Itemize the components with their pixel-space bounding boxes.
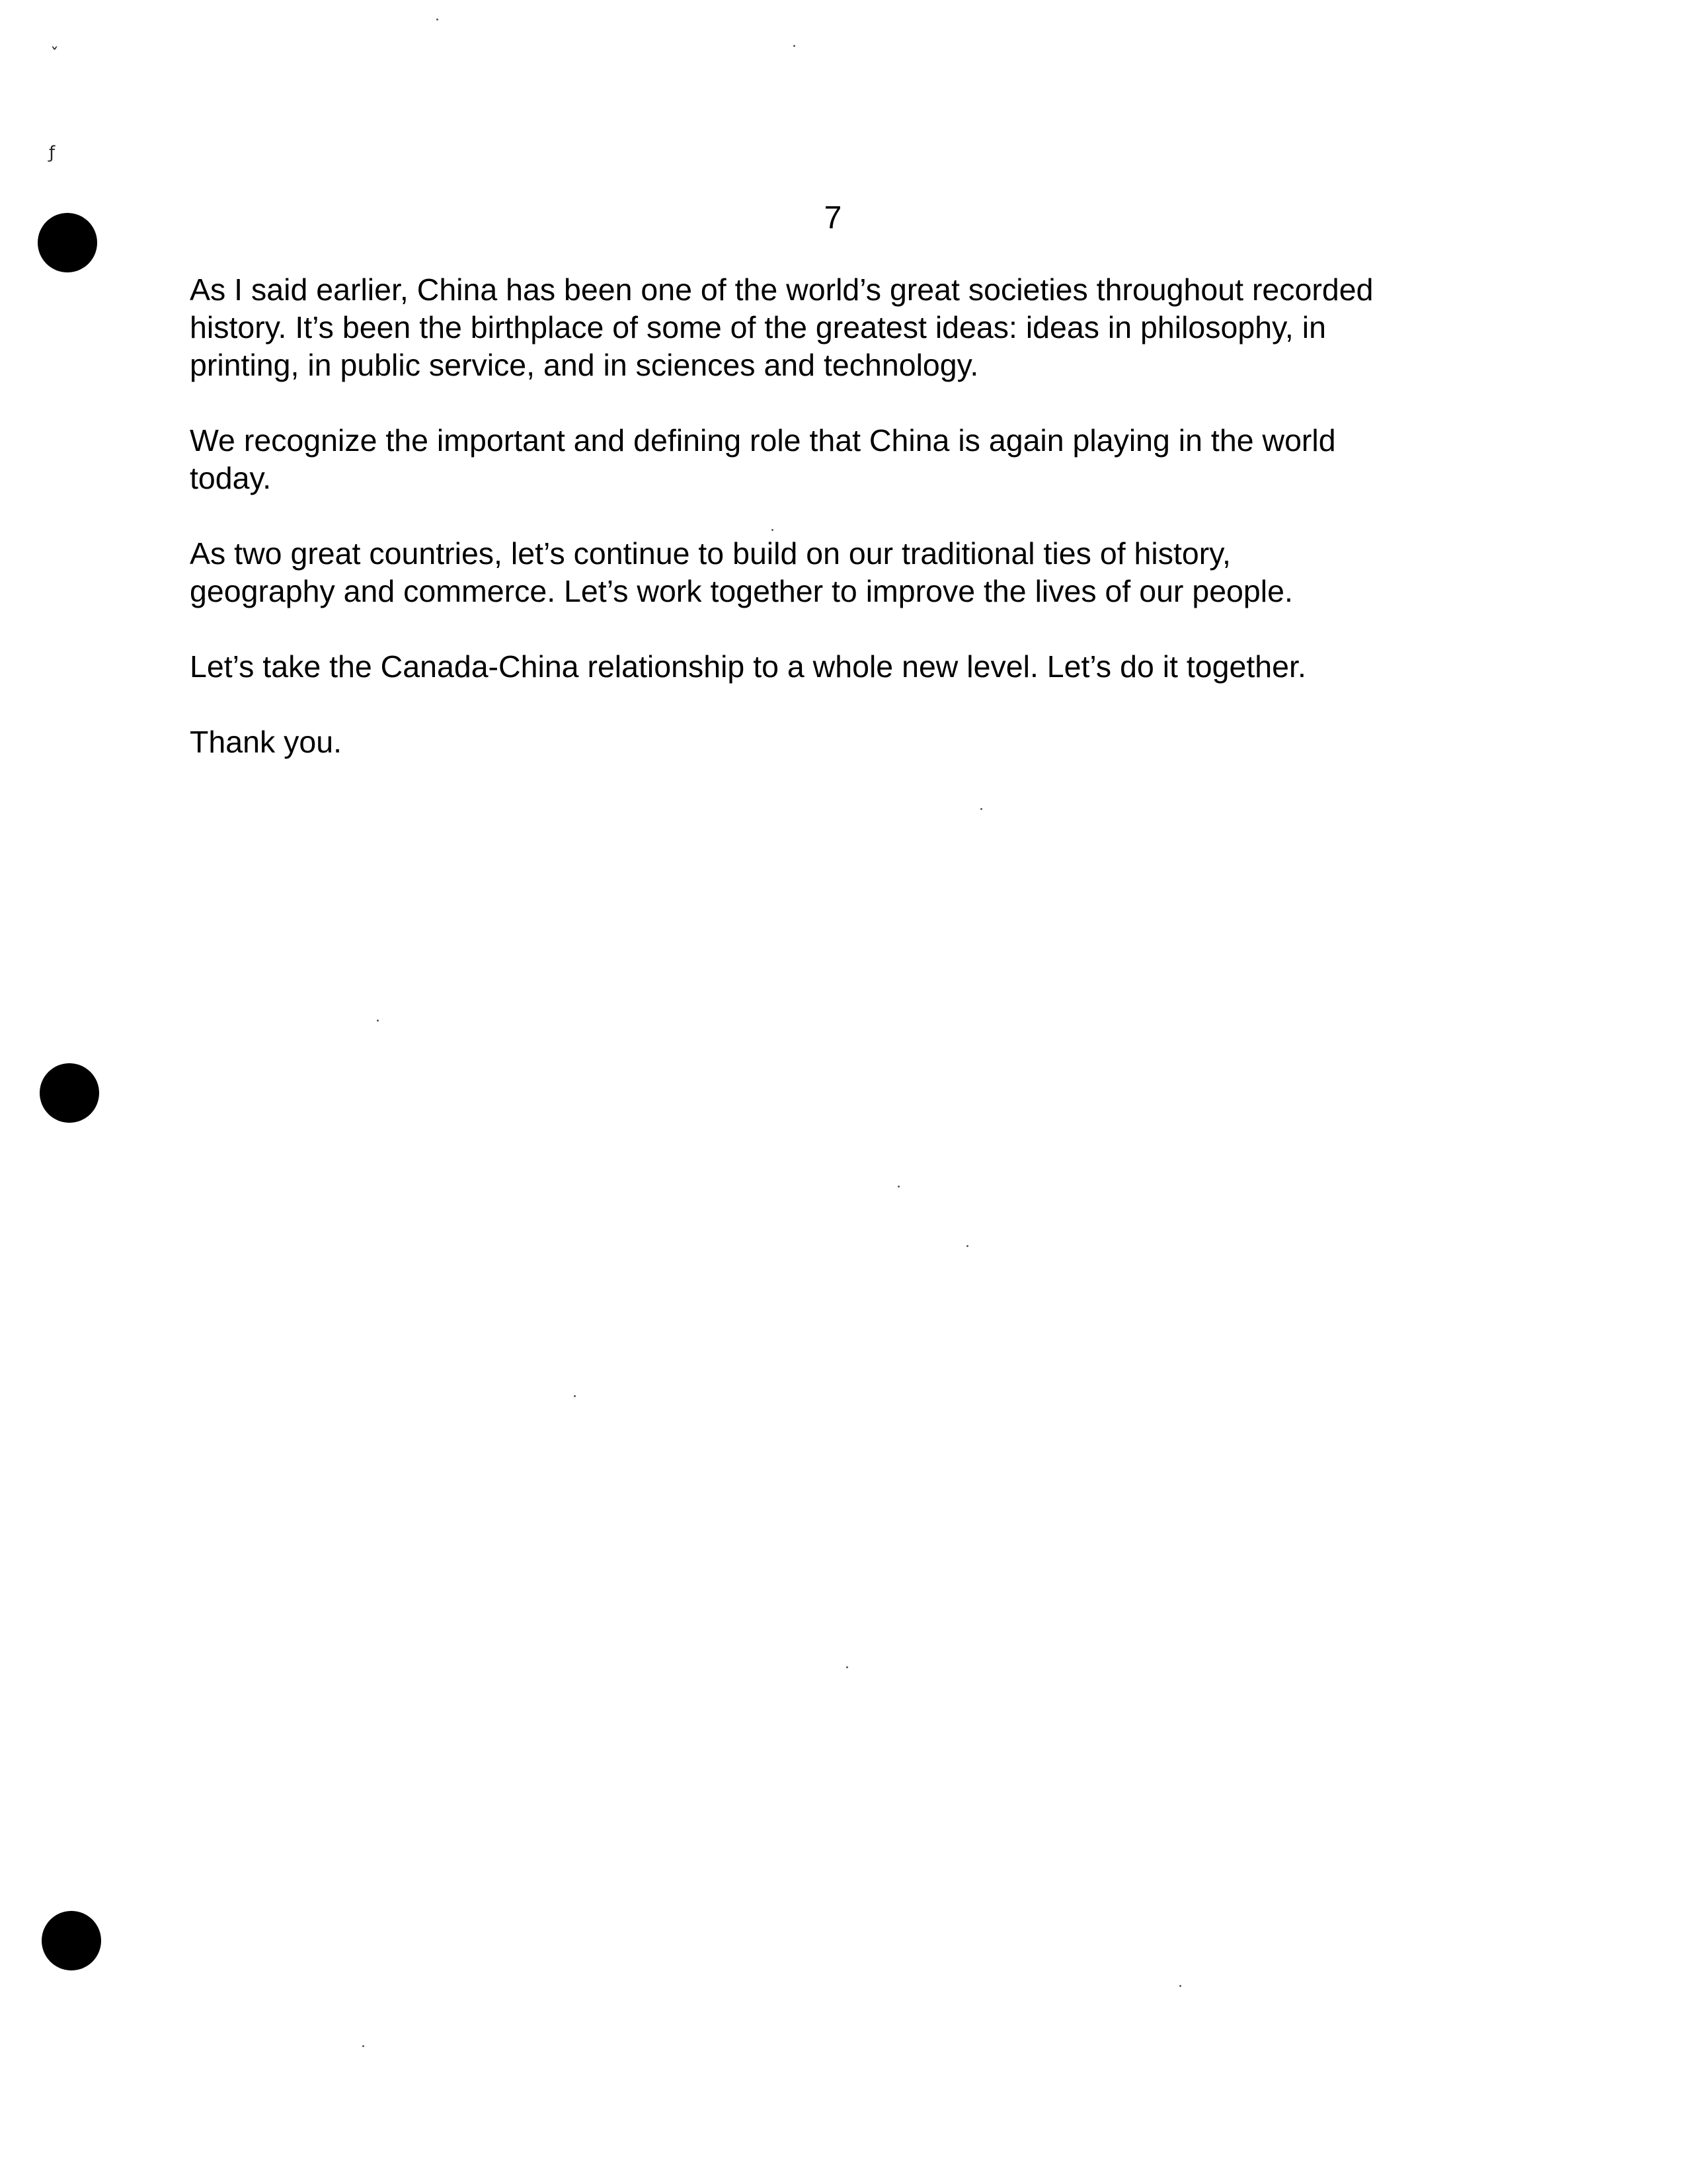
- scan-speck: [362, 2045, 364, 2047]
- margin-mark: ƒ: [49, 143, 56, 163]
- scan-speck: [980, 808, 982, 810]
- scan-speck: [574, 1395, 576, 1397]
- punch-hole-top: [38, 213, 97, 272]
- paragraph: As two great countries, let’s continue to build on our traditional ties of history, geography and commerce. Let’s work together to improve the lives of our people.: [190, 536, 1293, 608]
- scan-speck: [436, 19, 438, 20]
- page-number: 7: [824, 200, 842, 235]
- scan-speck: [793, 45, 795, 47]
- scan-speck: [846, 1666, 848, 1668]
- margin-mark: ˇ: [50, 45, 59, 65]
- scan-speck: [898, 1186, 900, 1188]
- closing-line: Thank you.: [190, 725, 342, 759]
- paragraph: We recognize the important and defining role that China is again playing in the world today.: [190, 423, 1336, 495]
- speech-body: [190, 271, 1505, 761]
- paragraph: As I said earlier, China has been one of the world’s great societies throughout recorded history. It’s been the birthplace of some of the greatest ideas: ideas in philosophy, in printing, in public service, and in sciences and technology.: [190, 272, 1374, 382]
- punch-hole-bottom: [42, 1911, 101, 1970]
- paragraph: Let’s take the Canada-China relationship to a whole new level. Let’s do it together.: [190, 649, 1306, 684]
- scan-speck: [377, 1020, 379, 1022]
- scan-speck: [966, 1245, 968, 1247]
- scan-speck: [1179, 1985, 1181, 1987]
- punch-hole-middle: [40, 1063, 99, 1123]
